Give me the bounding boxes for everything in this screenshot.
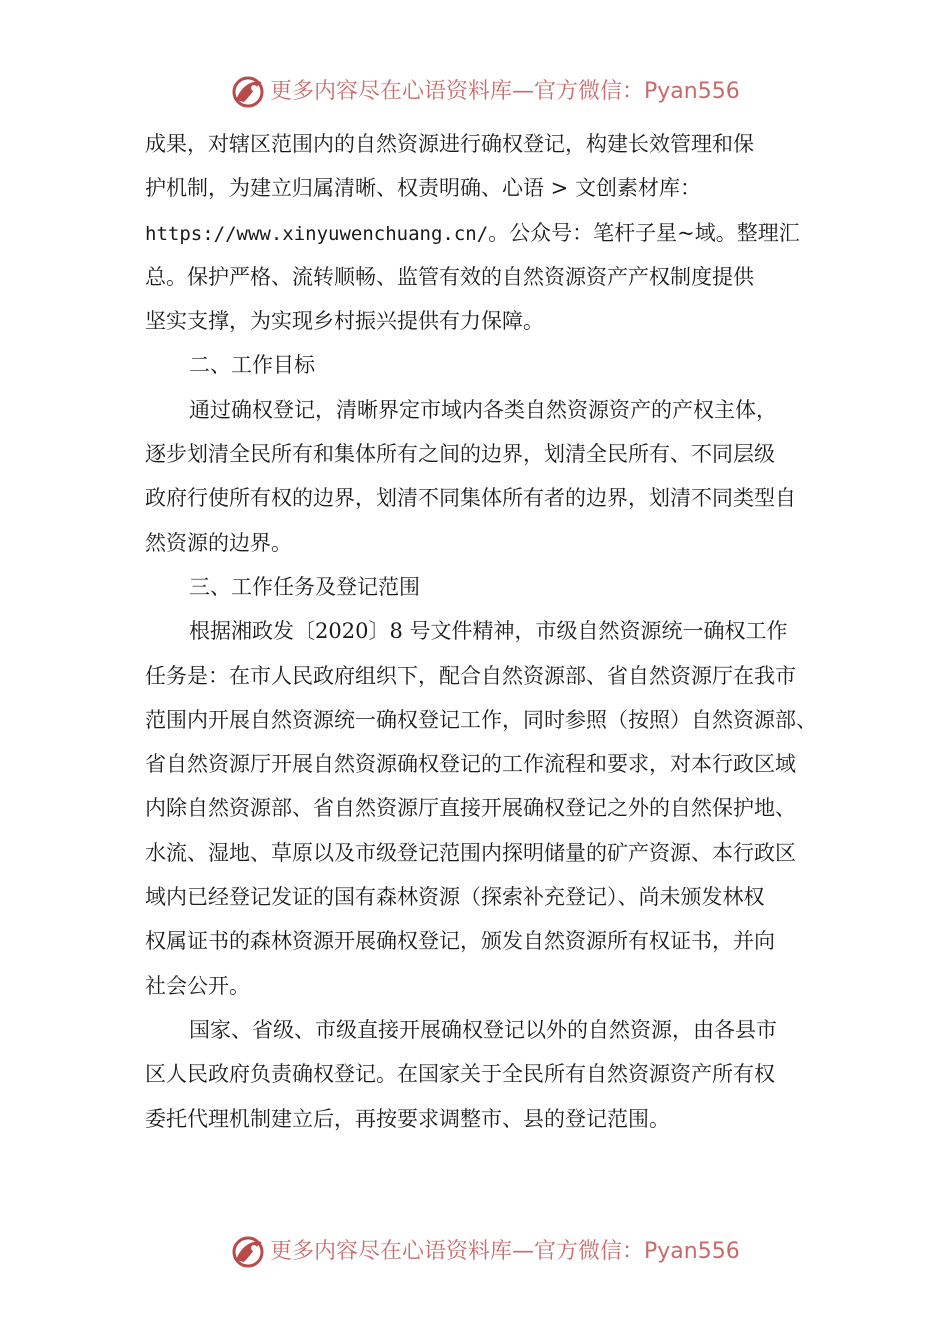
paragraph-4 <box>145 1008 835 1141</box>
footer-sep: — <box>512 1239 535 1264</box>
paragraph-3 <box>145 609 835 1008</box>
paragraph-2 <box>145 388 835 565</box>
text-line: 内除自然资源部、省自然资源厅直接开展确权登记之外的自然保护地、 <box>145 796 796 821</box>
text-line: 水流、湿地、草原以及市级登记范围内探明储量的矿产资源、本行政区 <box>145 840 796 865</box>
text-line: 逐步划清全民所有和集体所有之间的边界，划清全民所有、不同层级 <box>145 442 775 467</box>
text-line: 成果，对辖区范围内的自然资源进行确权登记，构建长效管理和保 <box>145 132 754 156</box>
document-body <box>145 122 835 1141</box>
text-line: 坚实支撑，为实现乡村振兴提供有力保障。 <box>145 309 544 334</box>
url-text: https://www.xinyuwenchuang.cn/ <box>145 222 489 245</box>
text-line: 社会公开。 <box>145 973 250 998</box>
text-line <box>145 211 835 255</box>
paragraph-1 <box>145 122 835 343</box>
text-fragment: 。公众号：笔杆子星~域。整理汇 <box>488 220 800 245</box>
text-line: 范围内开展自然资源统一确权登记工作，同时参照（按照）自然资源部、 <box>145 707 817 732</box>
footer-banner-text <box>270 1236 740 1268</box>
header-banner <box>0 72 950 112</box>
text-line: 省自然资源厅开展自然资源确权登记的工作流程和要求，对本行政区域 <box>145 752 796 777</box>
text-line: 护机制，为建立归属清晰、权责明确、心语 > 文创素材库： <box>145 176 701 201</box>
text-line: 根据湘政发〔2020〕8 号文件精神，市级自然资源统一确权工作 <box>189 619 788 644</box>
logo-icon <box>228 1234 268 1270</box>
text-line: 区人民政府负责确权登记。在国家关于全民所有自然资源资产所有权 <box>145 1062 775 1087</box>
footer-site-text: 更多内容尽在心语资料库 <box>270 1239 513 1264</box>
header-site-text: 更多内容尽在心语资料库 <box>270 79 513 104</box>
text-line: 然资源的边界。 <box>145 530 292 555</box>
text-line: 政府行使所有权的边界，划清不同集体所有者的边界，划清不同类型自 <box>145 486 796 511</box>
text-line: 总。保护严格、流转顺畅、监管有效的自然资源资产产权制度提供 <box>145 264 754 289</box>
logo-icon <box>228 74 268 110</box>
text-line: 国家、省级、市级直接开展确权登记以外的自然资源，由各县市 <box>189 1017 777 1042</box>
header-sep: — <box>512 79 535 104</box>
footer-wechat-text: 官方微信：Pyan556 <box>534 1239 740 1264</box>
text-line: 任务是：在市人民政府组织下，配合自然资源部、省自然资源厅在我市 <box>145 663 796 688</box>
text-line: 域内已经登记发证的国有森林资源（探索补充登记）、尚未颁发林权 <box>145 885 765 910</box>
text-line: 委托代理机制建立后，再按要求调整市、县的登记范围。 <box>145 1106 670 1131</box>
header-banner-text <box>270 76 740 108</box>
footer-banner <box>0 1232 950 1272</box>
section-heading-goals: 二、工作目标 <box>189 353 315 378</box>
header-wechat-text: 官方微信：Pyan556 <box>534 79 740 104</box>
section-heading-tasks: 三、工作任务及登记范围 <box>189 574 420 599</box>
text-line: 通过确权登记，清晰界定市域内各类自然资源资产的产权主体， <box>189 397 777 422</box>
text-line: 权属证书的森林资源开展确权登记，颁发自然资源所有权证书，并向 <box>145 929 775 954</box>
